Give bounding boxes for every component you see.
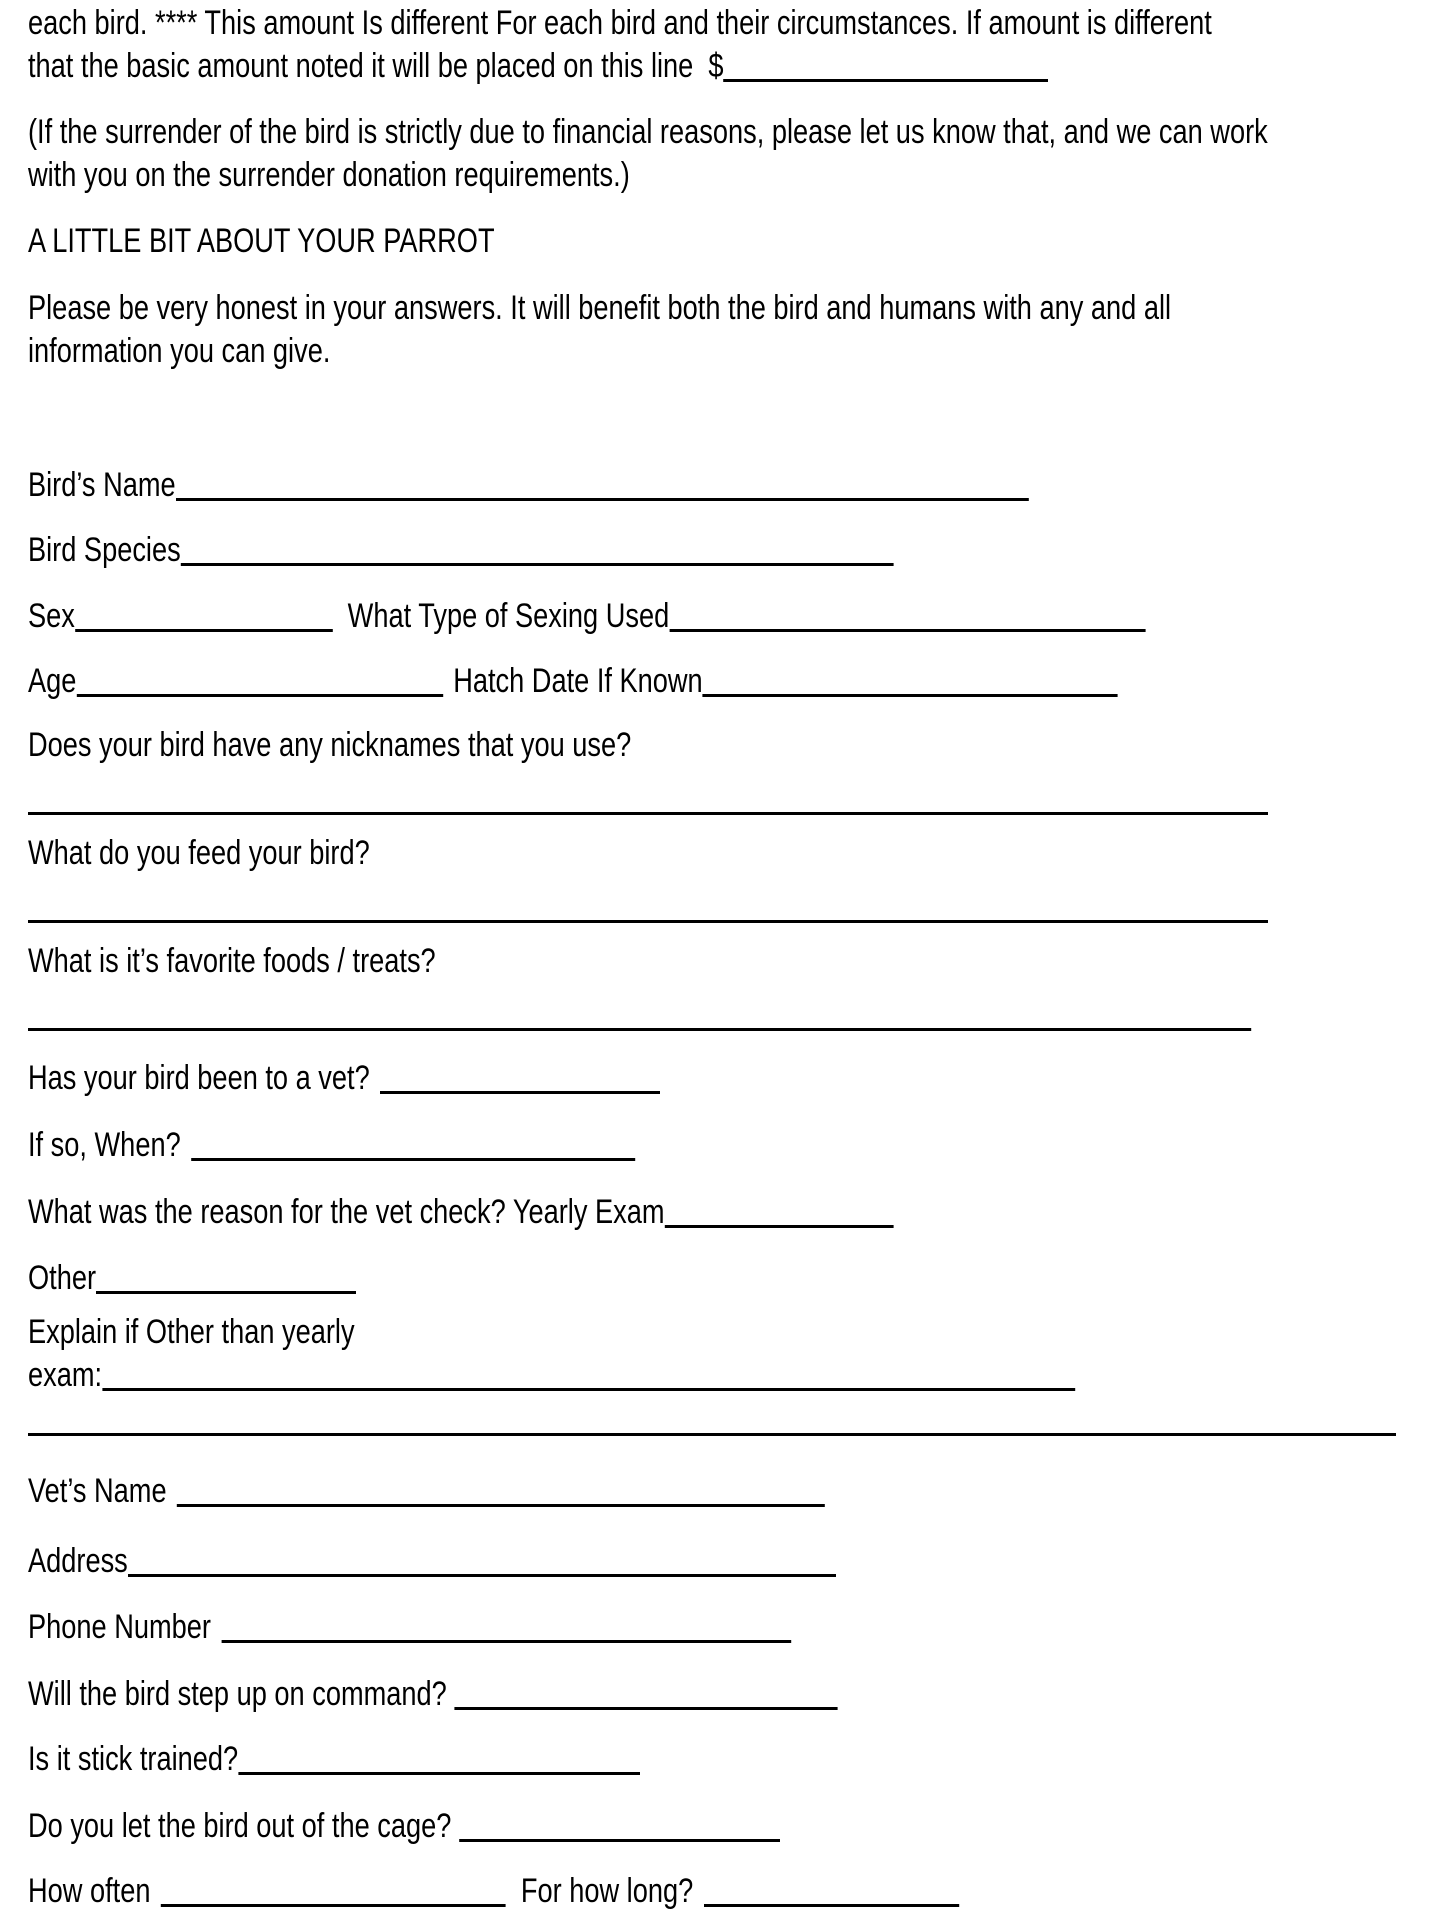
blank-how-often[interactable] [161,1878,506,1907]
paragraph-text: each bird. **** This amount Is different For each bird and their circumstances. If amount is different [28,4,1212,42]
field-row-sex [28,594,1160,638]
sex-label: Sex [28,597,75,635]
blank-sex[interactable] [75,603,333,632]
field-row-vet-reason [28,1190,1160,1234]
hatch-date-label: Hatch Date If Known [453,662,703,700]
blank-donation-amount[interactable] [724,53,1049,82]
blank-hatch-date[interactable] [703,668,1118,697]
question-explain-other [28,1311,1443,1397]
paragraph-text: (If the surrender of the bird is strictly due to financial reasons, please let us know that, and we can work [28,113,1268,151]
birds-name-label: Bird’s Name [28,466,176,504]
vets-name-label: Vet’s Name [28,1472,167,1510]
blank-vet-visit[interactable] [380,1065,660,1094]
paragraph-line [28,154,1160,197]
blank-vets-name[interactable] [177,1478,825,1507]
vet-reason-question-text: What was the reason for the vet check? Yearly Exam [28,1193,665,1231]
question-favorite-foods [28,939,1160,983]
blank-stick-trained[interactable] [238,1746,640,1775]
blank-bird-species[interactable] [181,537,894,566]
blank-phone[interactable] [221,1614,791,1643]
answer-line-row [28,885,1160,929]
step-up-question-text: Will the bird step up on command? [28,1675,447,1713]
blank-address[interactable] [128,1548,836,1577]
paragraph-line [28,330,1160,373]
field-row-how-often [28,1869,1160,1913]
section-heading [28,220,1160,263]
vet-when-question-text: If so, When? [28,1126,181,1164]
exam-label: exam: [28,1356,103,1394]
blank-explain-exam[interactable] [102,1362,1075,1391]
question-nicknames [28,723,1160,767]
paragraph-text: information you can give. [28,332,331,370]
how-long-label: For how long? [520,1872,694,1910]
blank-feed-answer[interactable] [28,894,1268,923]
intro-paragraph-donation [28,2,1443,88]
bird-species-label: Bird Species [28,531,181,569]
explain-question-text: Explain if Other than yearly [28,1313,355,1351]
paragraph-line [28,111,1268,154]
intro-paragraph-financial [28,111,1443,197]
blank-sexing-type[interactable] [669,603,1145,632]
field-row-vet-visit [28,1056,1160,1100]
nicknames-question-text: Does your bird have any nicknames that you use? [28,726,632,764]
blank-step-up[interactable] [455,1681,838,1710]
paragraph-line [28,1311,1160,1354]
field-row-birds-name [28,463,1160,507]
other-label: Other [28,1259,97,1297]
vet-visit-question-text: Has your bird been to a vet? [28,1059,370,1097]
feed-question-text: What do you feed your bird? [28,834,370,872]
blank-yearly-exam[interactable] [665,1199,894,1228]
blank-birds-name[interactable] [176,472,1029,501]
out-of-cage-question-text: Do you let the bird out of the cage? [28,1807,452,1845]
paragraph-line [28,287,1172,330]
phone-label: Phone Number [28,1608,211,1646]
field-row-stick-trained [28,1737,1160,1781]
blank-vet-when[interactable] [191,1132,635,1161]
stick-trained-question-text: Is it stick trained? [28,1740,239,1778]
section-heading-text: A LITTLE BIT ABOUT YOUR PARROT [28,222,495,260]
field-row-out-of-cage [28,1804,1160,1848]
question-feed [28,831,1160,875]
blank-out-of-cage[interactable] [459,1813,780,1842]
blank-explain-continued[interactable] [28,1407,1396,1436]
field-row-other [28,1256,1160,1300]
field-row-vets-name [28,1469,1160,1513]
favorite-foods-question-text: What is it’s favorite foods / treats? [28,942,436,980]
paragraph-text: with you on the surrender donation requirements.) [28,156,630,194]
age-label: Age [28,662,77,700]
blank-favorite-foods-answer[interactable] [28,1002,1251,1031]
paragraph-line [28,2,1212,45]
paragraph-text: Please be very honest in your answers. It will benefit both the bird and humans with any and all [28,289,1172,327]
blank-other[interactable] [96,1265,356,1294]
field-row-address [28,1539,1160,1583]
field-row-age [28,659,1160,703]
intro-paragraph-honesty [28,287,1443,373]
field-row-bird-species [28,528,1160,572]
field-row-step-up [28,1672,1160,1716]
blank-how-long[interactable] [704,1878,959,1907]
blank-nicknames-answer[interactable] [28,786,1268,815]
field-row-phone [28,1605,1160,1649]
paragraph-text: that the basic amount noted it will be placed on this line $ [28,47,724,85]
paragraph-line [28,1354,1160,1397]
sexing-type-label: What Type of Sexing Used [347,597,670,635]
how-often-label: How often [28,1872,151,1910]
address-label: Address [28,1542,128,1580]
answer-line-row [28,1398,1160,1442]
field-row-vet-when [28,1123,1160,1167]
blank-age[interactable] [76,668,442,697]
paragraph-line [28,45,1160,88]
answer-line-row [28,993,1160,1037]
answer-line-row [28,777,1160,821]
